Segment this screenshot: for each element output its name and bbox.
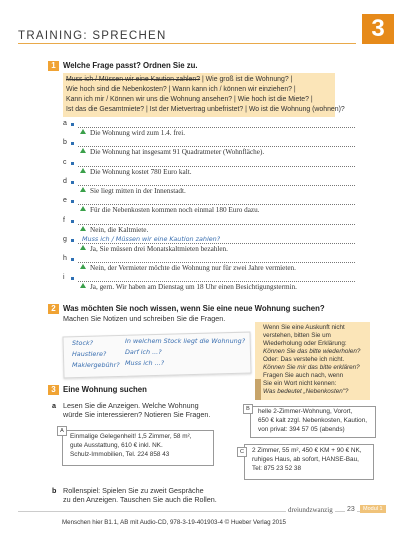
- exercise-3-title: Eine Wohnung suchen: [63, 385, 147, 394]
- tip-line: Oder: Das verstehe ich nicht.: [263, 356, 345, 363]
- task-b-letter: b: [52, 486, 57, 495]
- response-row: [80, 245, 228, 253]
- response-text: Nein, der Vermieter möchte die Wohnung nur für zwei Jahre vermieten.: [90, 264, 296, 273]
- triangle-icon: [80, 187, 86, 192]
- ad-c-line: 2 Zimmer, 55 m², 450 € KM + 90 € NK,: [252, 447, 362, 454]
- tip-line: Können Sie das bitte wiederholen?: [263, 348, 361, 355]
- triangle-icon: [80, 148, 86, 153]
- exercise-number-2: 2: [48, 304, 59, 314]
- triangle-icon: [80, 206, 86, 211]
- ad-b-line: helle 2-Zimmer-Wohnung, Vorort,: [258, 408, 353, 415]
- response-text: Nein, die Kaltmiete.: [90, 225, 149, 234]
- triangle-icon: [80, 226, 86, 231]
- triangle-icon: [80, 168, 86, 173]
- response-text: Die Wohnung wird zum 1.4. frei.: [90, 129, 186, 137]
- response-row: [80, 168, 192, 176]
- module-tab: Modul 1: [360, 505, 386, 513]
- response-text: Die Wohnung hat insgesamt 91 Quadratmeter (Wohnfläche).: [90, 148, 265, 157]
- square-bullet-icon: [71, 200, 74, 203]
- ad-a-line: Schulz-Immobilien, Tel. 224 858 43: [70, 451, 170, 458]
- response-row: [80, 206, 259, 214]
- tip-strip: [255, 379, 261, 400]
- response-row: [80, 129, 185, 137]
- page-number: 23: [347, 506, 355, 513]
- triangle-icon: [80, 245, 86, 250]
- item-letter: i: [63, 274, 65, 282]
- ad-a-line: gute Ausstattung, 610 € inkl. NK.: [70, 442, 163, 449]
- note-right-1: In welchem Stock liegt die Wohnung?: [125, 337, 246, 345]
- triangle-icon: [80, 283, 86, 288]
- item-letter: a: [63, 120, 67, 127]
- word-box-text: | Wie groß ist die Wohnung? |: [200, 76, 293, 83]
- ad-b-label: B: [243, 404, 253, 414]
- tip-line: Was bedeutet „Nebenkosten"?: [263, 388, 349, 395]
- ad-a-line: Einmalige Gelegenheit! 1,5 Zimmer, 58 m²,: [70, 433, 192, 440]
- word-box-line-2: Wie hoch sind die Nebenkosten? | Wann kann ich / können wir einziehen? |: [66, 86, 296, 93]
- unit-badge: 3: [362, 14, 394, 44]
- response-row: [80, 148, 264, 156]
- exercise-2-title: Was möchten Sie noch wissen, wenn Sie eine neue Wohnung suchen?: [63, 304, 325, 313]
- page-word: dreiundzwanzig: [288, 506, 333, 514]
- header-divider: [18, 43, 356, 44]
- ad-a-label: A: [57, 426, 67, 436]
- square-bullet-icon: [71, 142, 74, 145]
- response-text: Sie liegt mitten in der Innenstadt.: [90, 186, 186, 195]
- square-bullet-icon: [71, 123, 74, 126]
- page-title: TRAINING: SPRECHEN: [18, 30, 167, 42]
- struck-phrase: Muss ich / Müssen wir eine Kaution zahlen?: [66, 76, 201, 83]
- exercise-number-3: 3: [48, 385, 59, 395]
- word-box-line-4: Ist das die Gesamtmiete? | Ist der Mietvertrag unbefristet? | Wo ist die Wohnung (wohnen)?: [66, 106, 345, 113]
- exercise-2-subtitle: Machen Sie Notizen und schreiben Sie die Fragen.: [63, 314, 226, 323]
- task-b-line-2: zu den Anzeigen. Tauschen Sie auch die Rollen.: [63, 495, 217, 504]
- square-bullet-icon: [71, 181, 74, 184]
- task-a-line-1: Lesen Sie die Anzeigen. Welche Wohnung: [63, 401, 199, 410]
- note-left-1: Stock?: [72, 339, 94, 347]
- answer-line[interactable]: [78, 185, 355, 186]
- ad-c-label: C: [237, 447, 247, 457]
- item-letter: f: [63, 216, 65, 224]
- response-text: Für die Nebenkosten kommen noch einmal 180 Euro dazu.: [90, 206, 260, 215]
- response-row: [80, 226, 148, 234]
- answer-line[interactable]: [78, 127, 355, 128]
- response-row: [80, 283, 297, 291]
- response-row: [80, 187, 186, 195]
- task-a-line-2: würde Sie interessieren? Notieren Sie Fragen.: [63, 410, 211, 419]
- note-right-3: Muss ich ...?: [125, 359, 165, 367]
- item-letter: d: [63, 177, 67, 185]
- tip-line: Können Sie mir das bitte erklären?: [263, 364, 360, 371]
- answer-line[interactable]: [78, 204, 355, 205]
- ad-c-line: ruhiges Haus, ab sofort, HANSE-Bau,: [252, 456, 359, 463]
- item-letter: g: [63, 235, 67, 243]
- response-text: Ja, Sie müssen drei Monatskaltmieten bezahlen.: [90, 244, 228, 253]
- answer-line[interactable]: [78, 281, 355, 282]
- tip-line: Sie ein Wort nicht kennen:: [263, 380, 337, 387]
- answer-line[interactable]: [78, 243, 355, 244]
- triangle-icon: [80, 129, 86, 134]
- exercise-number-1: 1: [48, 61, 59, 71]
- task-a-letter: a: [52, 401, 56, 410]
- answer-line[interactable]: [78, 146, 355, 147]
- item-letter: b: [63, 139, 67, 147]
- tip-line: verstehen, bitten Sie um: [263, 332, 331, 339]
- tip-line: Wiederholung oder Erklärung:: [263, 340, 347, 347]
- answer-line[interactable]: [78, 224, 355, 225]
- exercise-1-title: Welche Frage passt? Ordnen Sie zu.: [63, 61, 198, 70]
- answer-line[interactable]: [78, 262, 355, 263]
- triangle-icon: [80, 264, 86, 269]
- ad-c-line: Tel: 875 23 52 38: [252, 465, 302, 472]
- tip-line: Fragen Sie auch nach, wenn: [263, 372, 344, 379]
- task-b-line-1: Rollenspiel: Spielen Sie zu zweit Gespräche: [63, 486, 204, 495]
- word-box-line-3: Kann ich mir / Können wir uns die Wohnung ansehen? | Wie hoch ist die Miete? |: [66, 96, 313, 103]
- ad-b-line: von privat: 394 57 05 (abends): [258, 426, 345, 433]
- square-bullet-icon: [71, 239, 74, 242]
- item-letter: h: [63, 255, 67, 263]
- response-text: Ja, gern. Wir haben am Dienstag um 18 Uhr einen Besichtigungstermin.: [90, 283, 297, 292]
- word-box-line-1: [66, 75, 292, 84]
- note-right-2: Darf ich ...?: [125, 348, 162, 356]
- square-bullet-icon: [71, 220, 74, 223]
- note-left-2: Haustiere?: [72, 350, 107, 358]
- square-bullet-icon: [71, 162, 74, 165]
- item-letter: e: [63, 197, 67, 205]
- item-letter: c: [63, 158, 67, 166]
- response-row: [80, 264, 296, 272]
- tip-line: Wenn Sie eine Auskunft nicht: [263, 324, 345, 331]
- handwritten-answer: Muss ich / Müssen wir eine Kaution zahlen?: [82, 234, 221, 243]
- response-text: Die Wohnung kostet 780 Euro kalt.: [90, 167, 192, 176]
- publisher-credit: Menschen hier B1.1, AB mit Audio-CD, 978-3-19-401903-4 © Hueber Verlag 2015: [62, 519, 287, 526]
- ad-b-line: 650 € kalt zzgl. Nebenkosten, Kaution,: [258, 417, 368, 424]
- square-bullet-icon: [71, 258, 74, 261]
- note-left-3: Maklergebühr?: [72, 361, 120, 369]
- answer-line[interactable]: [78, 166, 355, 167]
- square-bullet-icon: [71, 277, 74, 280]
